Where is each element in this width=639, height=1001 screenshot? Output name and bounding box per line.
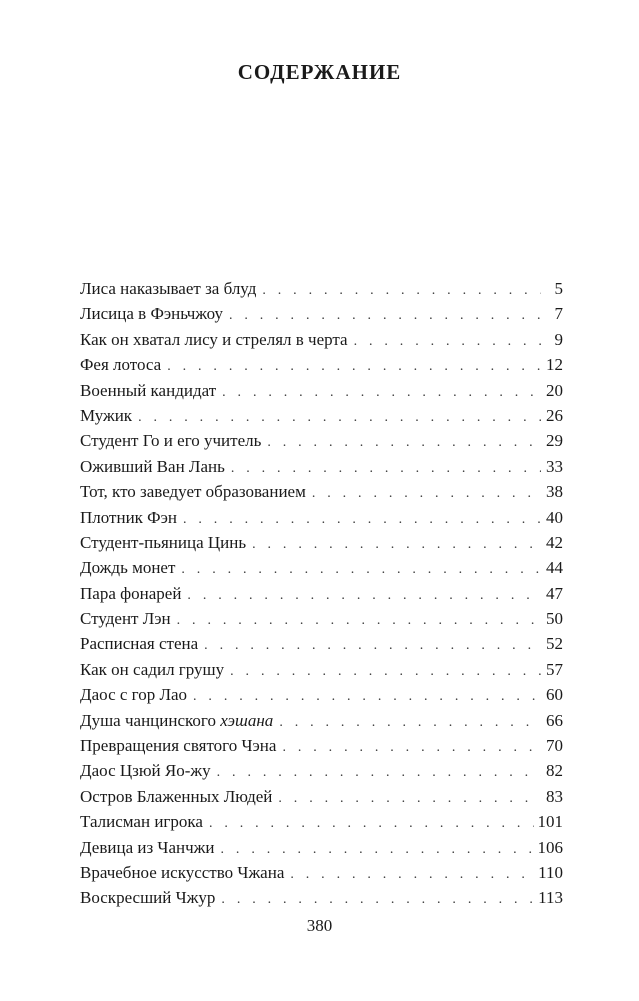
- dot-leader: [267, 430, 541, 455]
- toc-entry: [80, 682, 563, 707]
- toc-entry-title-italic: хэшана: [220, 710, 274, 730]
- toc-entry-page: 106: [537, 837, 563, 857]
- toc-entry-page: 29: [546, 431, 563, 451]
- toc-entry-page: 113: [538, 888, 563, 908]
- dot-leader: [312, 481, 541, 506]
- toc-entry: [80, 403, 563, 428]
- toc-entry: [80, 454, 563, 479]
- toc-entry-page: 82: [546, 761, 563, 781]
- toc-entry-page: 44: [546, 558, 563, 578]
- toc-entry-title: [80, 708, 279, 733]
- page-title: СОДЕРЖАНИЕ: [237, 60, 402, 84]
- toc-entry-title-text: Как он садил грушу: [80, 659, 225, 679]
- dot-leader: [187, 583, 541, 608]
- toc-entry-title-text: Талисман игрока: [80, 812, 203, 832]
- toc-entry-title-text: Превращения святого Чэна: [80, 736, 277, 756]
- toc-entry: [80, 708, 563, 733]
- toc-entry-title-text: Остров Блаженных Людей: [80, 786, 273, 806]
- dot-leader: [354, 329, 541, 354]
- toc-entry: [80, 301, 563, 326]
- toc-entry-page: 66: [546, 710, 563, 730]
- toc-entry: [80, 530, 563, 555]
- dot-leader: [181, 557, 541, 582]
- dot-leader: [209, 811, 534, 836]
- toc-entry: [80, 555, 563, 580]
- dot-leader: [167, 354, 541, 379]
- toc-entry: [80, 758, 563, 783]
- toc-entry: [80, 505, 563, 530]
- toc-entry-title: [80, 835, 221, 860]
- toc-entry-title: [80, 809, 209, 834]
- toc-entry: [80, 657, 563, 682]
- toc-entry-page: 110: [538, 862, 563, 882]
- toc-entry-page: 40: [546, 507, 563, 527]
- toc-entry-page: 26: [546, 405, 563, 425]
- dot-leader: [278, 786, 541, 811]
- toc-entry-title: [80, 682, 193, 707]
- toc-entry-title: [80, 454, 231, 479]
- toc-entry-title-text: Как он хватал лису и стрелял в черта: [80, 329, 348, 349]
- toc-entry-title: [80, 657, 230, 682]
- toc-entry: [80, 631, 563, 656]
- toc-entry-title: [80, 276, 262, 301]
- page-number: 380: [306, 916, 333, 935]
- dot-leader: [290, 862, 534, 887]
- toc-entry: [80, 835, 563, 860]
- dot-leader: [262, 278, 541, 303]
- dot-leader: [229, 303, 541, 328]
- dot-leader: [217, 760, 541, 785]
- toc-entry-page: 7: [554, 304, 563, 324]
- dot-leader: [221, 887, 534, 912]
- toc-entry-title: [80, 403, 138, 428]
- toc-entry-title: [80, 301, 229, 326]
- toc-entry-page: 38: [546, 482, 563, 502]
- toc-entry-page: 70: [546, 736, 563, 756]
- toc-entry: [80, 327, 563, 352]
- toc-entry-title: [80, 631, 204, 656]
- dot-leader: [204, 633, 541, 658]
- toc-entry-title: [80, 555, 181, 580]
- toc-entry-title-text: Фея лотоса: [80, 355, 162, 375]
- toc-entry-title-text: Душа чанцинского: [80, 710, 221, 730]
- toc-entry-page: 5: [554, 279, 563, 298]
- toc-entry-title-text: Дождь монет: [80, 558, 176, 578]
- toc-entry-page: 20: [546, 380, 563, 400]
- table-of-contents: [80, 276, 563, 911]
- toc-entry-page: 9: [554, 329, 563, 349]
- toc-entry-title: [80, 479, 312, 504]
- toc-entry-title-text: Студент-пьяница Цинь: [80, 532, 247, 552]
- dot-leader: [193, 684, 541, 709]
- dot-leader: [222, 380, 541, 405]
- toc-entry: [80, 606, 563, 631]
- toc-entry-title-text: Врачебное искусство Чжана: [80, 862, 285, 882]
- toc-entry-title-text: Лисица в Фэньчжоу: [80, 304, 223, 324]
- toc-entry: [80, 479, 563, 504]
- toc-entry-title-text: Студент Лэн: [80, 609, 171, 629]
- toc-entry: [80, 860, 563, 885]
- toc-entry-title-text: Лиса наказывает за блуд: [80, 279, 257, 298]
- toc-entry-title: [80, 733, 282, 758]
- toc-entry-title-text: Плотник Фэн: [80, 507, 177, 527]
- toc-entry-title: [80, 860, 290, 885]
- dot-leader: [138, 405, 541, 430]
- toc-entry: [80, 885, 563, 910]
- toc-entry-page: 33: [546, 456, 563, 476]
- toc-entry-page: 42: [546, 532, 563, 552]
- toc-entry-title: [80, 428, 267, 453]
- toc-entry-title-text: Расписная стена: [80, 634, 199, 654]
- toc-entry-title: [80, 352, 167, 377]
- toc-entry-title: [80, 784, 278, 809]
- toc-entry-title: [80, 606, 177, 631]
- toc-entry-title: [80, 327, 354, 352]
- toc-entry-title-text: Девица из Чанчжи: [80, 837, 215, 857]
- toc-entry: [80, 352, 563, 377]
- toc-entry: [80, 733, 563, 758]
- dot-leader: [221, 837, 534, 862]
- toc-entry-page: 101: [537, 812, 563, 832]
- toc-entry-page: 52: [546, 634, 563, 654]
- toc-entry-title-text: Пара фонарей: [80, 583, 182, 603]
- dot-leader: [183, 507, 541, 532]
- toc-entry-title-text: Студент Го и его учитель: [80, 431, 262, 451]
- toc-entry-title-text: Тот, кто заведует образованием: [80, 482, 306, 502]
- toc-entry-title: [80, 505, 183, 530]
- dot-leader: [177, 608, 541, 633]
- toc-entry-title-text: Воскресший Чжур: [80, 888, 216, 908]
- toc-entry: [80, 784, 563, 809]
- toc-entry-page: 83: [546, 786, 563, 806]
- toc-entry-title-text: Мужик: [80, 405, 133, 425]
- toc-entry-page: 12: [546, 355, 563, 375]
- toc-entry-title-text: Даос с гор Лао: [80, 685, 188, 705]
- dot-leader: [230, 659, 541, 684]
- dot-leader: [252, 532, 541, 557]
- toc-entry-title: [80, 758, 217, 783]
- toc-entry-page: 50: [546, 609, 563, 629]
- toc-entry: [80, 428, 563, 453]
- toc-entry: [80, 276, 563, 301]
- toc-entry-page: 57: [546, 659, 563, 679]
- dot-leader: [282, 735, 541, 760]
- toc-entry-page: 60: [546, 685, 563, 705]
- toc-entry-title-text: Военный кандидат: [80, 380, 217, 400]
- toc-entry-title: [80, 378, 222, 403]
- toc-entry: [80, 581, 563, 606]
- toc-entry-title: [80, 530, 252, 555]
- toc-entry-title-text: Оживший Ван Лань: [80, 456, 225, 476]
- toc-entry: [80, 809, 563, 834]
- toc-entry-title: [80, 581, 187, 606]
- toc-entry: [80, 378, 563, 403]
- toc-entry-title: [80, 885, 221, 910]
- dot-leader: [231, 456, 541, 481]
- dot-leader: [279, 710, 541, 735]
- toc-entry-page: 47: [546, 583, 563, 603]
- toc-entry-title-text: Даос Цзюй Яо-жу: [80, 761, 211, 781]
